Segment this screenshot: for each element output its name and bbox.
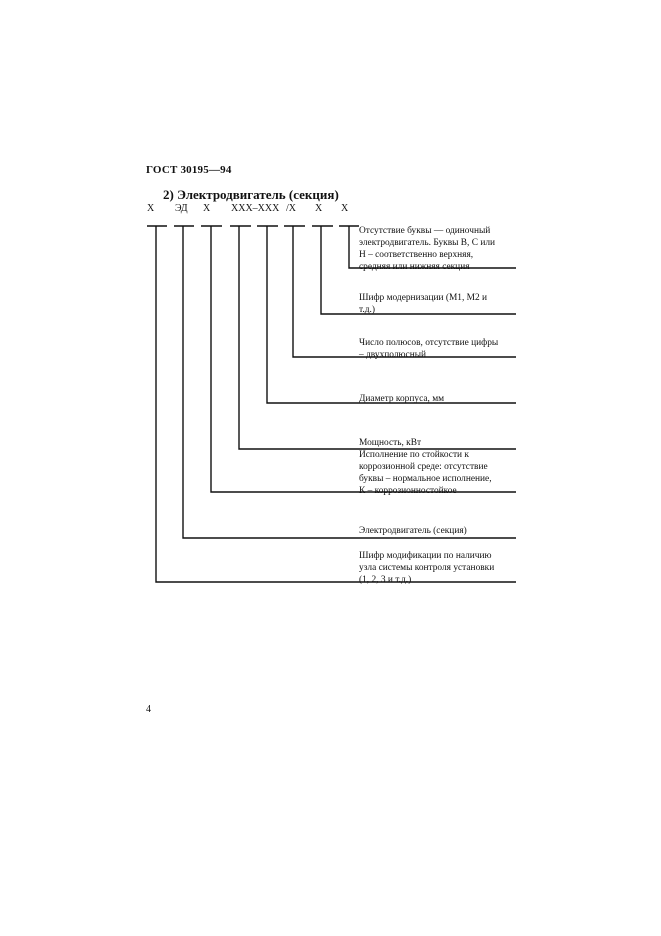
code-part-power-diameter: XXX–XXX [231, 203, 280, 214]
code-part-modernization: X [315, 203, 323, 214]
label-modification: Шифр модификации по наличию узла системы контроля установки (1, 2, 3 и т.д.) [359, 551, 495, 585]
label-motor: Электродвигатель (секция) [359, 526, 467, 536]
code-part-poles: /X [286, 203, 296, 214]
document-header: ГОСТ 30195—94 [146, 164, 232, 176]
label-modernization: Шифр модернизации (М1, М2 и т.д.) [359, 293, 488, 315]
code-part-modification: X [147, 203, 155, 214]
code-part-section: X [341, 203, 349, 214]
section-title: 2) Электродвигатель (секция) [163, 187, 339, 202]
label-poles: Число полюсов, отсутствие цифры – двухполюсный [359, 338, 499, 360]
page-number: 4 [146, 704, 151, 715]
code-part-corrosion: X [203, 203, 211, 214]
label-diameter: Диаметр корпуса, мм [359, 394, 445, 404]
label-corrosion: Исполнение по стойкости к коррозионной среде: отсутствие буквы – нормальное исполнение, К – коррозионностойкое [359, 450, 492, 496]
label-power: Мощность, кВт [359, 438, 422, 448]
code-part-motor: ЭД [175, 203, 188, 214]
label-section: Отсутствие буквы — одиночный электродвигатель. Буквы В, С или Н – соответственно верхняя, средняя или нижняя секция [359, 226, 496, 272]
